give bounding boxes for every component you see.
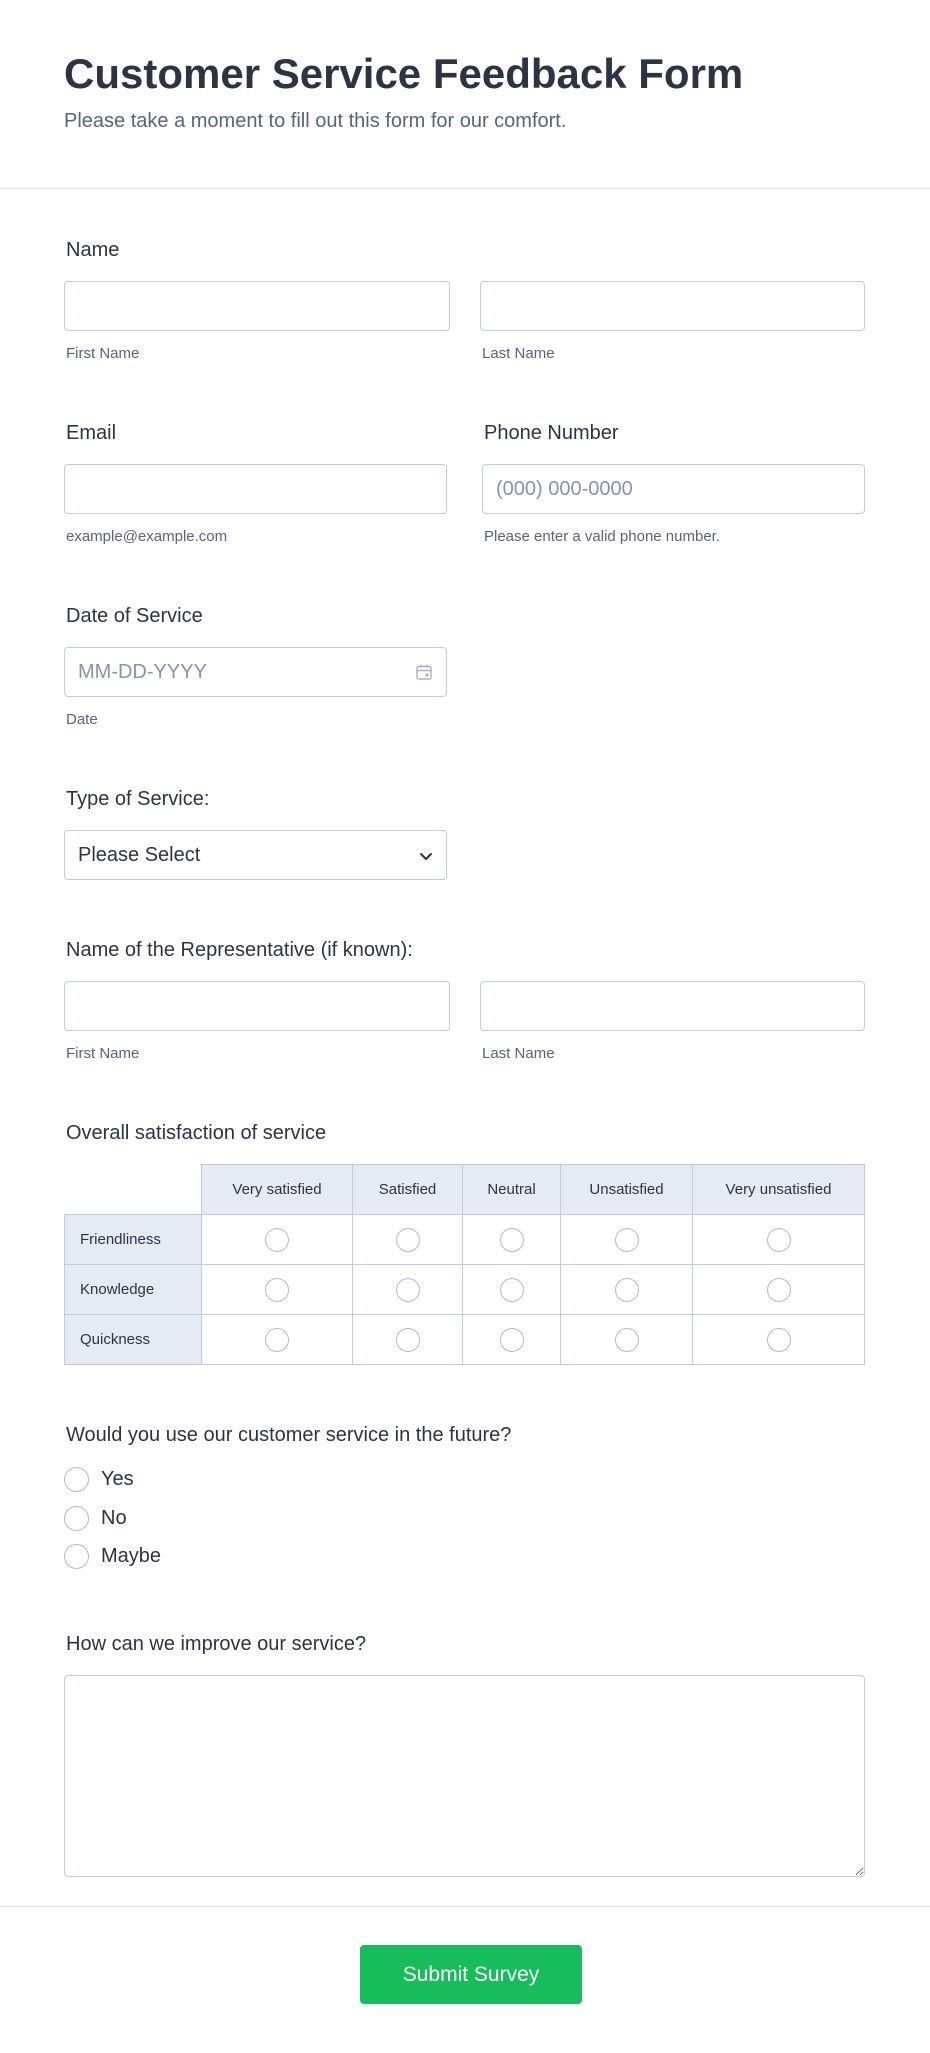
matrix-row-label: Quickness [65,1315,202,1365]
matrix-cell [202,1215,353,1265]
matrix-radio[interactable] [500,1278,524,1302]
matrix-radio[interactable] [615,1278,639,1302]
matrix-radio[interactable] [265,1278,289,1302]
matrix-row-label: Friendliness [65,1215,202,1265]
last-name-sublabel: Last Name [482,345,555,362]
satisfaction-matrix [64,1164,865,1365]
email-label: Email [66,422,117,444]
option-maybe[interactable] [64,1543,161,1569]
email-input[interactable] [64,464,447,514]
matrix-cell [202,1315,353,1365]
service-type-select[interactable] [64,830,447,880]
date-input[interactable] [64,647,447,697]
representative-label: Name of the Representative (if known): [66,939,413,961]
rep-first-name-input[interactable] [64,981,450,1031]
matrix-col-header: Very unsatisfied [693,1165,865,1215]
matrix-col-header: Unsatisfied [561,1165,693,1215]
radio-maybe[interactable] [64,1544,89,1569]
matrix-corner [65,1165,202,1215]
matrix-cell [463,1315,561,1365]
matrix-radio[interactable] [265,1328,289,1352]
phone-sublabel: Please enter a valid phone number. [484,528,720,545]
form-title: Customer Service Feedback Form [64,50,744,97]
matrix-radio[interactable] [500,1228,524,1252]
first-name-sublabel: First Name [66,345,140,362]
matrix-cell [693,1215,865,1265]
matrix-row-quickness [65,1315,865,1365]
chevron-down-icon [418,848,434,864]
matrix-cell [561,1315,693,1365]
satisfaction-label: Overall satisfaction of service [66,1122,327,1144]
matrix-cell [353,1265,463,1315]
email-sublabel: example@example.com [66,528,228,545]
service-type-label: Type of Service: [66,788,210,810]
improve-textarea[interactable] [64,1675,865,1877]
date-label: Date of Service [66,605,203,627]
form-subtitle: Please take a moment to fill out this form for our comfort. [64,110,567,132]
matrix-cell [353,1315,463,1365]
option-yes-label: Yes [101,1467,134,1490]
footer-divider [0,1906,930,1907]
matrix-cell [463,1215,561,1265]
matrix-radio[interactable] [265,1228,289,1252]
matrix-cell [561,1215,693,1265]
rep-last-name-input[interactable] [480,981,865,1031]
option-no[interactable] [64,1505,127,1531]
matrix-radio[interactable] [396,1228,420,1252]
calendar-icon[interactable] [415,663,433,681]
matrix-col-header: Very satisfied [202,1165,353,1215]
matrix-cell [353,1215,463,1265]
matrix-radio[interactable] [767,1278,791,1302]
phone-label: Phone Number [484,422,619,444]
matrix-cell [561,1265,693,1315]
matrix-radio[interactable] [615,1328,639,1352]
future-label: Would you use our customer service in the future? [66,1424,512,1446]
submit-button[interactable]: Submit Survey [360,1945,582,2004]
matrix-col-header: Satisfied [353,1165,463,1215]
matrix-radio[interactable] [396,1328,420,1352]
first-name-input[interactable] [64,281,450,331]
radio-no[interactable] [64,1506,89,1531]
option-maybe-label: Maybe [101,1544,162,1567]
phone-input[interactable] [482,464,865,514]
option-yes[interactable] [64,1466,134,1492]
option-no-label: No [101,1506,127,1529]
matrix-cell [202,1265,353,1315]
matrix-cell [693,1265,865,1315]
matrix-row-friendliness [65,1215,865,1265]
matrix-radio[interactable] [396,1278,420,1302]
matrix-cell [693,1315,865,1365]
matrix-radio[interactable] [500,1328,524,1352]
service-type-selected: Please Select [78,844,201,866]
improve-label: How can we improve our service? [66,1633,367,1655]
name-label: Name [66,239,120,261]
radio-yes[interactable] [64,1467,89,1492]
matrix-cell [463,1265,561,1315]
rep-last-name-sublabel: Last Name [482,1045,555,1062]
matrix-row-knowledge [65,1265,865,1315]
date-sublabel: Date [66,711,98,728]
matrix-row-label: Knowledge [65,1265,202,1315]
rep-first-name-sublabel: First Name [66,1045,140,1062]
matrix-radio[interactable] [615,1228,639,1252]
last-name-input[interactable] [480,281,865,331]
form-header [0,0,930,189]
matrix-radio[interactable] [767,1328,791,1352]
matrix-col-header: Neutral [463,1165,561,1215]
matrix-radio[interactable] [767,1228,791,1252]
